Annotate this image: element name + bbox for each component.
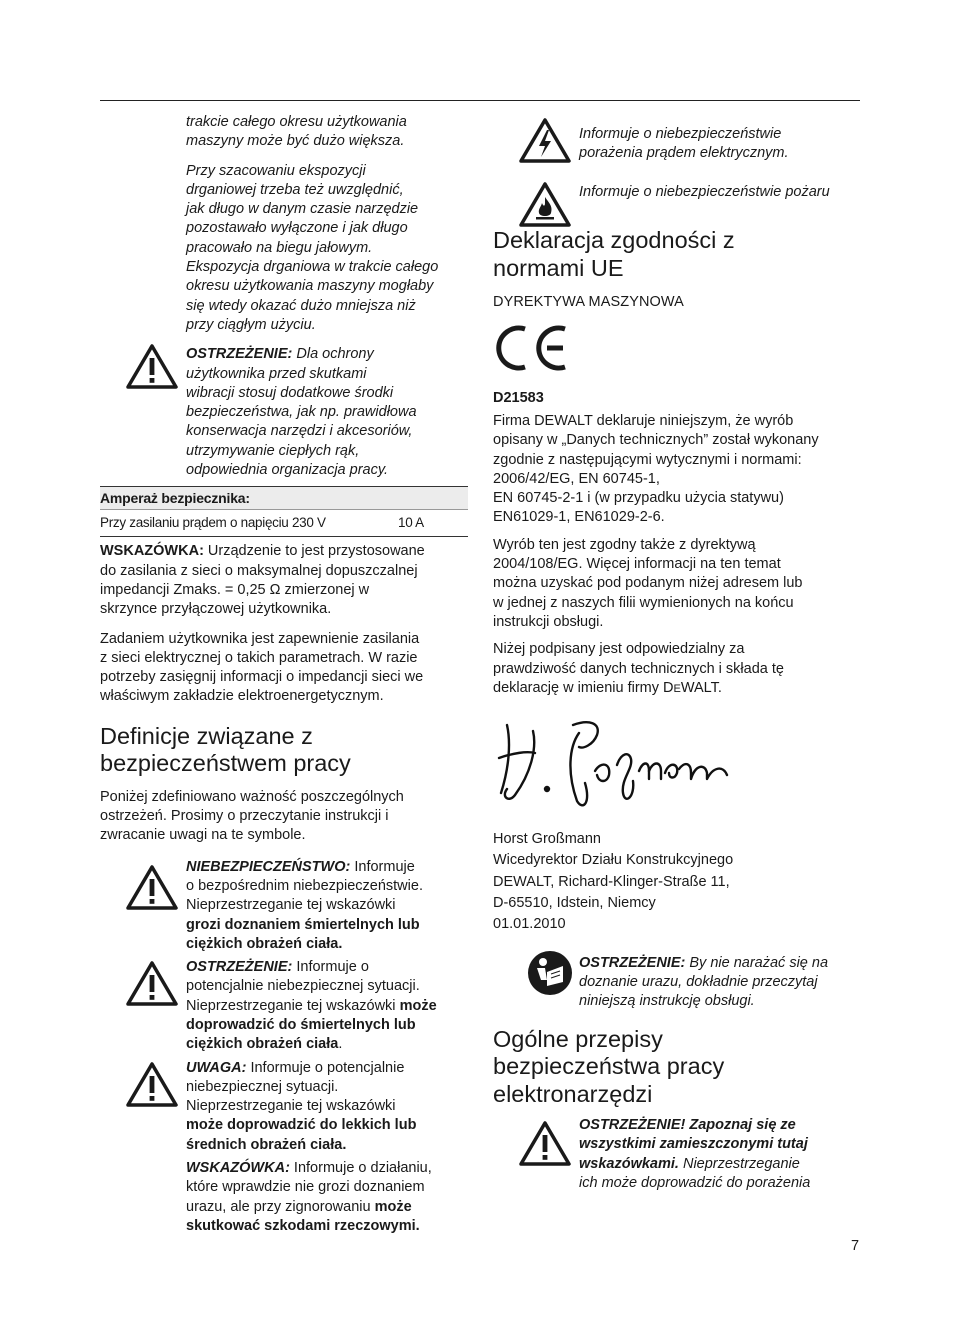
read-manual-warning: OSTRZEŻENIE: By nie narażać się na doznanie urazu, dokładnie przeczytaj niniejszą instrukcję obsługi. [493,954,860,1012]
fuse-table-row [100,510,468,537]
emc-paragraph: Wyrób ten jest zgodny także z dyrektywą 2004/108/EG. Więcej informacji na ten temat można uzyskać pod podanym niżej adresem lub w jednej z naszych filii wymienionych na końcu instrukcji obsługi. [493,536,803,630]
warning-triangle-icon [126,864,178,910]
machine-directive-label: DYREKTYWA MASZYNOWA [493,294,684,310]
left-column [100,113,468,1236]
electric-shock-definition: Informuje o niebezpieczeństwie porażenia prądem elektrycznym. [493,125,860,171]
top-rule [100,100,860,101]
fire-hazard-icon [519,181,571,227]
caution-definition: UWAGA: Informuje o potencjalnie niebezpiecznej sytuacji. Nieprzestrzeganie tej wskazówki może doprowadzić do lekkich lub średnich obrażeń ciała. [100,1059,468,1155]
ce-mark-icon [493,322,573,374]
fuse-row-value: 10 A [398,515,424,531]
signatory-details: Horst Großmann Wicedyrektor Działu Konstrukcyjnego DEWALT, Richard-Klinger-Straße 11, D-65510, Idstein, Niemcy 01.01.2010 [493,831,734,933]
right-column [493,126,860,1193]
definitions-heading: Definicje związane z bezpieczeństwem pracy [100,722,351,777]
warning-triangle-icon [126,960,178,1006]
user-task-paragraph: Zadaniem użytkownika jest zapewnienie zasilania z sieci elektrycznej o takich parametrach. W razie potrzeby zasięgnij informacji o impedancji sieci we właściwym zakładzie elektroenergetycznym. [100,630,424,705]
fuse-row-label: Przy zasilaniu prądem o napięciu 230 V [100,515,326,531]
fire-definition: Informuje o niebezpieczeństwie pożaru [493,183,860,223]
warning-triangle-icon [519,1120,571,1166]
general-safety-heading: Ogólne przepisy bezpieczeństwa pracy elektronarzędzi [493,1025,725,1107]
read-manual-icon [527,950,573,996]
electric-shock-icon [519,117,571,163]
definitions-intro: Poniżej zdefiniowano ważność poszczególnych ostrzeżeń. Prosimy o przeczytanie instrukcji i zwracanie uwagi na te symbole. [100,788,404,844]
vibration-warning: OSTRZEŻENIE: Dla ochrony użytkownika przed skutkami wibracji stosuj dodatkowe środki bezpieczeństwa, jak np. prawidłowa konserwacja narzędzi i akcesoriów, utrzymywanie ciepłych rąk, odpowiednia organizacja pracy. [100,345,468,480]
general-safety-warning: OSTRZEŻENIE! Zapoznaj się ze wszystkimi zamieszczonymi tutaj wskazówkami. Nieprzestrzeganie ich może doprowadzić do porażenia [493,1116,860,1193]
model-number: D21583 [493,390,544,406]
fuse-table-header: Amperaż bezpiecznika: [100,486,468,510]
page-number: 7 [851,1238,860,1254]
ec-declaration-heading: Deklaracja zgodności z normami UE [493,227,735,281]
warning-definition: OSTRZEŻENIE: Informuje o potencjalnie niebezpiecznej sytuacji. Nieprzestrzeganie tej wskazówki może doprowadzić do śmiertelnych lub ciężkich obrażeń ciała. [100,958,468,1054]
signatory-statement: Niżej podpisany jest odpowiedzialny za prawdziwość danych technicznych i składa tę deklarację w imieniu firmy DEWALT. [493,641,784,696]
warning-triangle-icon [126,343,178,389]
signature-image [493,713,733,813]
vibration-intro: trakcie całego okresu użytkowania maszyny może być dużo większa. Przy szacowaniu ekspozycji drganiowej trzeba też uwzględnić, jak długo w danym czasie narzędzie pozostawało wyłączone i jak długo pracowało na biegu jałowym. Ekspozycja drganiowa w trakcie całego okresu użytkowania maszyny mogłaby się wtedy okazać dużo mniejsza niż przy ciągłym użyciu. [186,114,439,333]
warning-triangle-icon [126,1061,178,1107]
notice-definition: WSKAZÓWKA: Informuje o działaniu, które wprawdzie nie grozi doznaniem urazu, ale przy zignorowaniu może skutkować szkodami rzeczowymi. [186,1160,432,1234]
declaration-paragraph: Firma DEWALT deklaruje niniejszym, że wyrób opisany w „Danych technicznych” został wykonany zgodnie z następującymi wytycznymi i normami: 2006/42/EG, EN 60745-1, EN 60745-2-1 i (w przypadku użycia statywu) EN61029-1, EN61029-2-6. [493,413,819,526]
danger-definition: NIEBEZPIECZEŃSTWO: Informuje o bezpośrednim niebezpieczeństwie. Nieprzestrzeganie tej wskazówki grozi doznaniem śmiertelnych lub ciężkich obrażeń ciała. [100,858,468,954]
impedance-note: WSKAZÓWKA: Urządzenie to jest przystosowane do zasilania z sieci o maksymalnej dopuszczalnej impedancji Zmaks. = 0,25 Ω zmierzonej w skrzynce przyłączowej użytkownika. [100,543,425,618]
